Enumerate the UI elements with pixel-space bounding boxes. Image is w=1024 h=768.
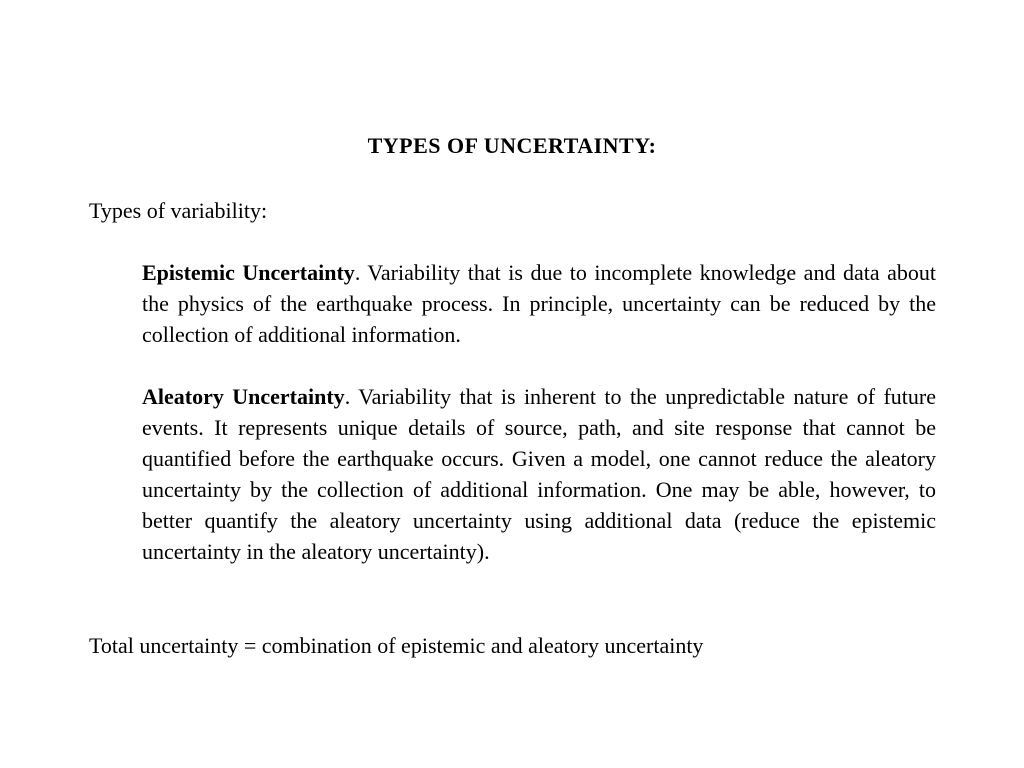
- epistemic-description: . Variability that is due to incomplete knowledge and data about the physics of the earthquake process. In principle, uncertainty can be reduced by the collection of additional information.: [142, 260, 936, 347]
- slide-title: TYPES OF UNCERTAINTY:: [367, 133, 657, 158]
- epistemic-term: Epistemic Uncertainty: [142, 260, 355, 285]
- aleatory-term: Aleatory Uncertainty: [142, 384, 345, 409]
- intro-text: Types of variability:: [89, 198, 268, 223]
- total-uncertainty-text: Total uncertainty = combination of epistemic and aleatory uncertainty: [89, 633, 704, 658]
- epistemic-paragraph: [142, 257, 936, 350]
- aleatory-description: . Variability that is inherent to the unpredictable nature of future events. It represents unique details of source, path, and site response that cannot be quantified before the earthquake occurs. Given a model, one cannot reduce the aleatory uncertainty by the collection of additional information. One may be able, however, to better quantify the aleatory uncertainty using additional data (reduce the epistemic uncertainty in the aleatory uncertainty).: [142, 384, 936, 564]
- aleatory-paragraph: [142, 381, 936, 567]
